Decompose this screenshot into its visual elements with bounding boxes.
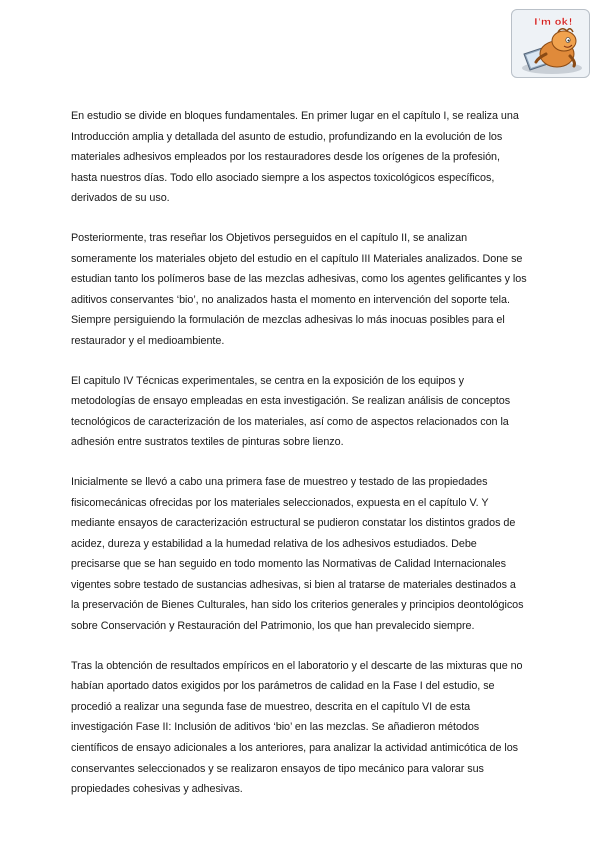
- cartoon-character-icon: [512, 10, 589, 77]
- paragraph-5: Tras la obtención de resultados empíricos en el laboratorio y el descarte de las mixturas que no habían aportado datos exigidos por los parámetros de calidad en la Fase I del estudio, se procedió a realizar una segunda fase de muestreo, descrita en el capítulo VI de esta investigación Fase II: Inclusión de aditivos ‘bio’ en las mezclas. Se añadieron métodos científicos de ensayo adicionales a los anteriores, para analizar la actividad antimicótica de los conservantes seleccionados y se realizaron ensayos de tipo mecánico para valorar sus propiedades cohesivas y adhesivas.: [71, 659, 523, 796]
- document-body: [71, 106, 527, 819]
- logo-text: I'm ok!: [534, 17, 573, 28]
- paragraph-2: Posteriormente, tras reseñar los Objetivos perseguidos en el capítulo II, se analizan someramente los materiales objeto del estudio en el capítulo III Materiales analizados. Done se estudian tanto los polímeros base de las mezclas adhesivas, como los agentes gelificantes y los aditivos conservantes ‘bio’, no analizados hasta el momento en intervención del soporte tela. Siempre persiguiendo la formulación de mezclas adhesivas lo más inocuas posibles para el restaurador y el medioambiente.: [71, 231, 527, 347]
- paragraph-3: El capitulo IV Técnicas experimentales, se centra en la exposición de los equipos y metodologías de ensayo empleadas en esta investigación. Se realizan análisis de conceptos tecnológicos de caracterización de los materiales, así como de aspectos relacionados con la adhesión entre sustratos textiles de pinturas sobre lienzo.: [71, 374, 511, 449]
- im-ok-logo: [511, 9, 590, 78]
- paragraph-1: En estudio se divide en bloques fundamentales. En primer lugar en el capítulo I, se realiza una Introducción amplia y detallada del asunto de estudio, profundizando en la evolución de los materiales adhesivos empleados por los restauradores desde los orígenes de la profesión, hasta nuestros días. Todo ello asociado siempre a los aspectos toxicológicos específicos, derivados de su uso.: [71, 110, 519, 205]
- paragraph-4: Inicialmente se llevó a cabo una primera fase de muestreo y testado de las propiedades fisicomecánicas ofrecidas por los materiales seleccionados, expuesta en el capítulo V. Y mediante ensayos de caracterización estructural se pudieron constatar los distintos grados de acidez, dureza y estabilidad a la humedad relativa de los adhesivos estudiados. Debe precisarse que se han seguido en todo momento las Normativas de Calidad Internacionales vigentes sobre testado de sustancias adhesivas, si bien al tratarse de materiales destinados a la preservación de Bienes Culturales, han sido los criterios generales y principios deontológicos sobre Conservación y Restauración del Patrimonio, los que han prevalecido siempre.: [71, 475, 524, 633]
